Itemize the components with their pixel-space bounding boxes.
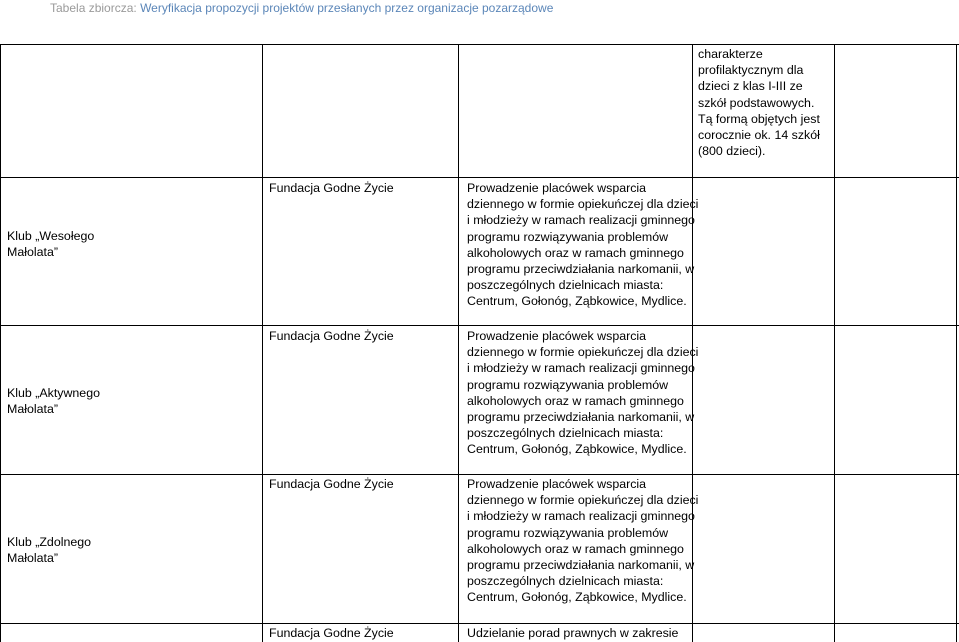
- header-label: Tabela zbiorcza:: [50, 1, 137, 15]
- grid-col-line-2: [458, 44, 459, 642]
- grid-top-line: [0, 44, 959, 45]
- grid-col-line-4: [834, 44, 835, 642]
- club-name-cell: Klub „Wesołego Małolata”: [7, 229, 95, 260]
- description-cell: Prowadzenie placówek wsparcia dziennego w formie opiekuńczej dla dzieci i młodzieży w ramach realizacji gminnego programu rozwiązywania problemów alkoholowych oraz w ramach gminnego programu przeciwdziałania narkomanii, w poszczególnych dzielnicach miasta: Centrum, Gołonóg, Ząbkowice, Mydlice.: [467, 181, 699, 309]
- grid-col-line-5: [956, 44, 957, 642]
- club-name-cell: Klub „Aktywnego Małolata”: [7, 386, 100, 417]
- header-title: Weryfikacja propozycji projektów przesłanych przez organizacje pozarządowe: [140, 1, 554, 15]
- description-cell: Udzielanie porad prawnych w zakresie: [467, 626, 679, 640]
- grid-row-line-3: [0, 474, 959, 475]
- grid-row-line-1: [0, 177, 959, 178]
- organization-cell: Fundacja Godne Życie: [269, 626, 394, 640]
- description-cell: Prowadzenie placówek wsparcia dziennego w formie opiekuńczej dla dzieci i młodzieży w ramach realizacji gminnego programu rozwiązywania problemów alkoholowych oraz w ramach gminnego programu przeciwdziałania narkomanii, w poszczególnych dzielnicach miasta: Centrum, Gołonóg, Ząbkowice, Mydlice.: [467, 477, 699, 605]
- grid-col-line-1: [262, 44, 263, 642]
- grid-row-line-2: [0, 325, 959, 326]
- page-header: [50, 0, 553, 16]
- grid-col-line-0: [0, 44, 1, 642]
- club-name-cell: Klub „Zdolnego Małolata”: [7, 535, 92, 566]
- organization-cell: Fundacja Godne Życie: [269, 477, 394, 491]
- grid-row-line-4: [0, 623, 959, 624]
- top-note-cell: charakterze profilaktycznym dla dzieci z klas I-III ze szkół podstawowych. Tą formą objętych jest corocznie ok. 14 szkół (800 dzieci).: [698, 47, 820, 159]
- organization-cell: Fundacja Godne Życie: [269, 329, 394, 343]
- description-cell: Prowadzenie placówek wsparcia dziennego w formie opiekuńczej dla dzieci i młodzieży w ramach realizacji gminnego programu rozwiązywania problemów alkoholowych oraz w ramach gminnego programu przeciwdziałania narkomanii, w poszczególnych dzielnicach miasta: Centrum, Gołonóg, Ząbkowice, Mydlice.: [467, 329, 699, 457]
- organization-cell: Fundacja Godne Życie: [269, 181, 394, 195]
